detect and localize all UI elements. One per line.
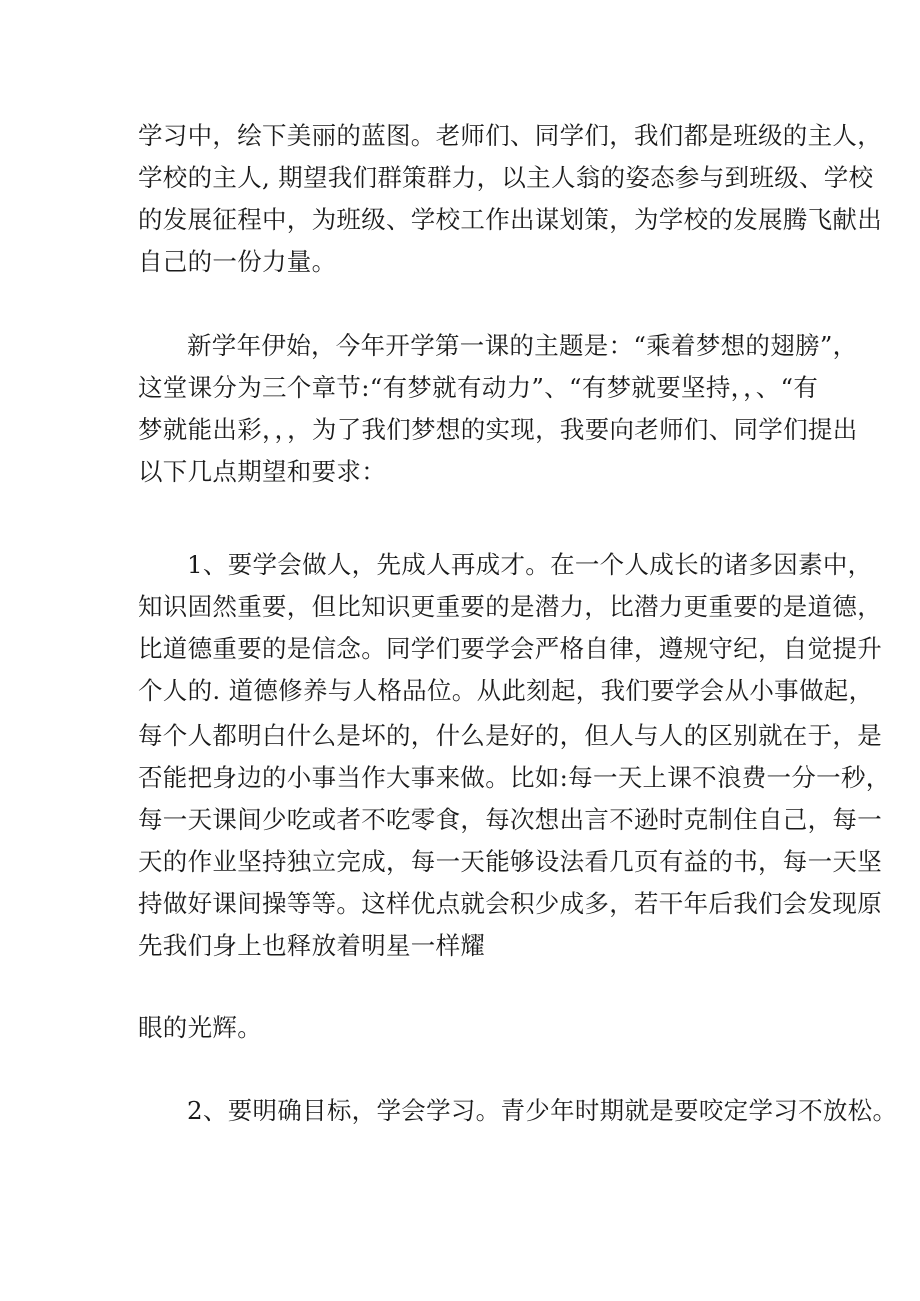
text-line: 否能把身边的小事当作大事来做。比如:每一天上课不浪费一分一秒， [138,763,891,792]
text-line: 自己的一份力量。 [138,247,337,276]
text-line: 持做好课间操等等。这样优点就会积少成多，若干年后我们会发现原 [138,889,882,918]
text-line: 每个人都明白什么是坏的，什么是好的，但人与人的区别就在于，是 [138,721,882,750]
text-line: 的发展征程中，为班级、学校工作出谋划策，为学校的发展腾飞献出 [138,205,882,234]
text-line: 新学年伊始，今年开学第一课的主题是：“乘着梦想的翅膀”， [187,331,858,360]
text-line: 天的作业坚持独立完成，每一天能够设法看几页有益的书，每一天坚 [138,847,882,876]
text-line: 学习中，绘下美丽的蓝图。老师们、同学们，我们都是班级的主人， [138,121,882,150]
text-line: 2、要明确目标，学会学习。青少年时期就是要咬定学习不放松。 [187,1096,898,1125]
text-line: 学校的主人, 期望我们群策群力，以主人翁的姿态参与到班级、学校 [138,163,874,192]
text-line: 眼的光辉。 [138,1013,262,1042]
text-line: 以下几点期望和要求： [138,457,386,486]
text-line: 先我们身上也释放着明星一样耀 [138,931,486,960]
text-line: 1、要学会做人，先成人再成才。在一个人成长的诸多因素中， [187,550,873,579]
text-line: 梦就能出彩，，，为了我们梦想的实现，我要向老师们、同学们提出 [138,415,858,444]
text-line: 知识固然重要，但比知识更重要的是潜力，比潜力更重要的是道德， [138,592,882,621]
text-line: 比道德重要的是信念。同学们要学会严格自律，遵规守纪，自觉提升 [138,634,882,663]
text-line: 这堂课分为三个章节:“有梦就有动力”、“有梦就要坚持，，、“有 [138,373,819,402]
text-line: 个人的. 道德修养与人格品位。从此刻起，我们要学会从小事做起， [138,676,874,705]
text-line: 每一天课间少吃或者不吃零食，每次想出言不逊时克制住自己，每一 [138,805,882,834]
